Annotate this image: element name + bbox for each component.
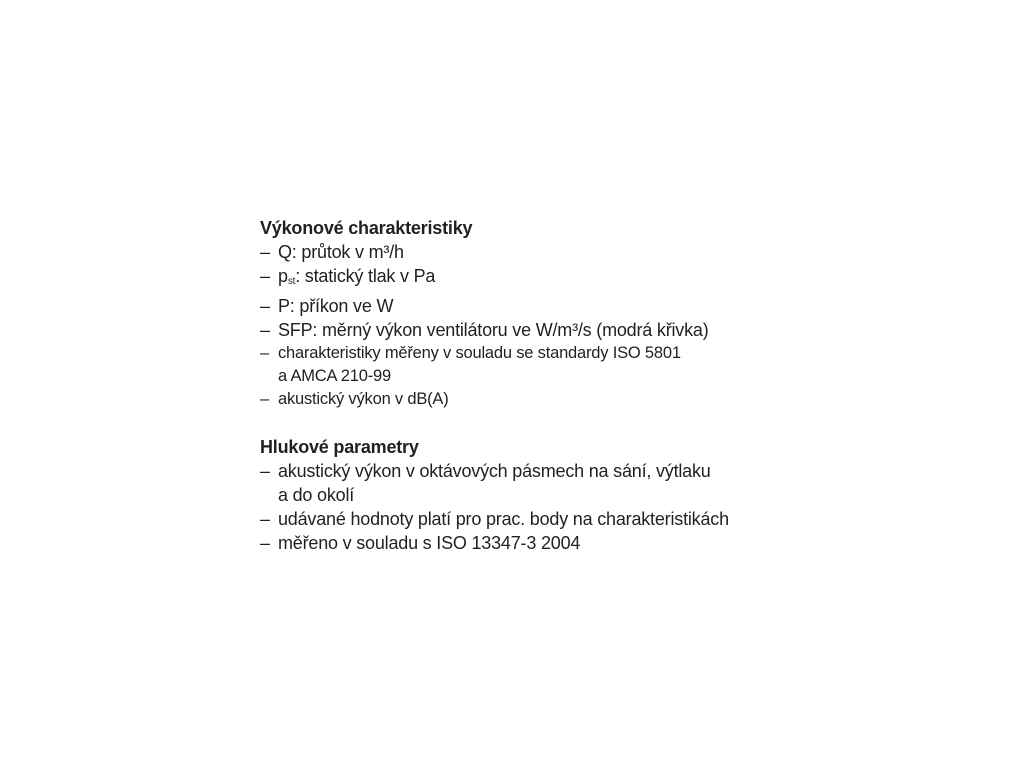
section-spacer <box>260 411 880 435</box>
bullet-dash: – <box>260 266 270 286</box>
list-item-text-continued: a AMCA 210-99 <box>278 367 391 385</box>
section-title-performance: Výkonové charakteristiky <box>260 218 473 238</box>
bullet-dash: – <box>260 390 269 408</box>
list-item-text: udávané hodnoty platí pro prac. body na charakteristikách <box>278 509 729 529</box>
list-item-text-pre: p <box>278 266 288 286</box>
list-item-stated-values <box>260 507 880 531</box>
bullet-dash: – <box>260 296 270 316</box>
list-item-standards <box>260 342 880 388</box>
list-item-text: P: příkon ve W <box>278 296 394 316</box>
list-item-measured-iso <box>260 531 880 555</box>
bullet-dash: – <box>260 533 270 553</box>
bullet-dash: – <box>260 242 270 262</box>
section-title-noise: Hlukové parametry <box>260 437 419 457</box>
list-item-text: akustický výkon v oktávových pásmech na sání, výtlaku <box>278 461 711 481</box>
bullet-dash: – <box>260 461 270 481</box>
document-text-block <box>260 216 880 555</box>
list-item-acoustic-power <box>260 388 880 411</box>
list-item-sfp <box>260 318 880 342</box>
list-item-text: SFP: měrný výkon ventilátoru ve W/m³/s (modrá křivka) <box>278 320 709 340</box>
list-item-text: Q: průtok v m³/h <box>278 242 404 262</box>
bullet-dash: – <box>260 320 270 340</box>
list-item-text-continued: a do okolí <box>278 485 355 505</box>
list-item-flow <box>260 240 880 264</box>
list-item-octave-bands <box>260 459 880 507</box>
list-item-static-pressure <box>260 264 880 294</box>
bullet-dash: – <box>260 344 269 362</box>
list-item-text: měřeno v souladu s ISO 13347-3 2004 <box>278 533 581 553</box>
list-item-text: charakteristiky měřeny v souladu se standardy ISO 5801 <box>278 344 681 362</box>
list-item-text-post: : statický tlak v Pa <box>295 266 436 286</box>
bullet-dash: – <box>260 509 270 529</box>
list-item-text: akustický výkon v dB(A) <box>278 390 449 408</box>
subscript-st: st <box>287 276 296 287</box>
list-item-power <box>260 294 880 318</box>
